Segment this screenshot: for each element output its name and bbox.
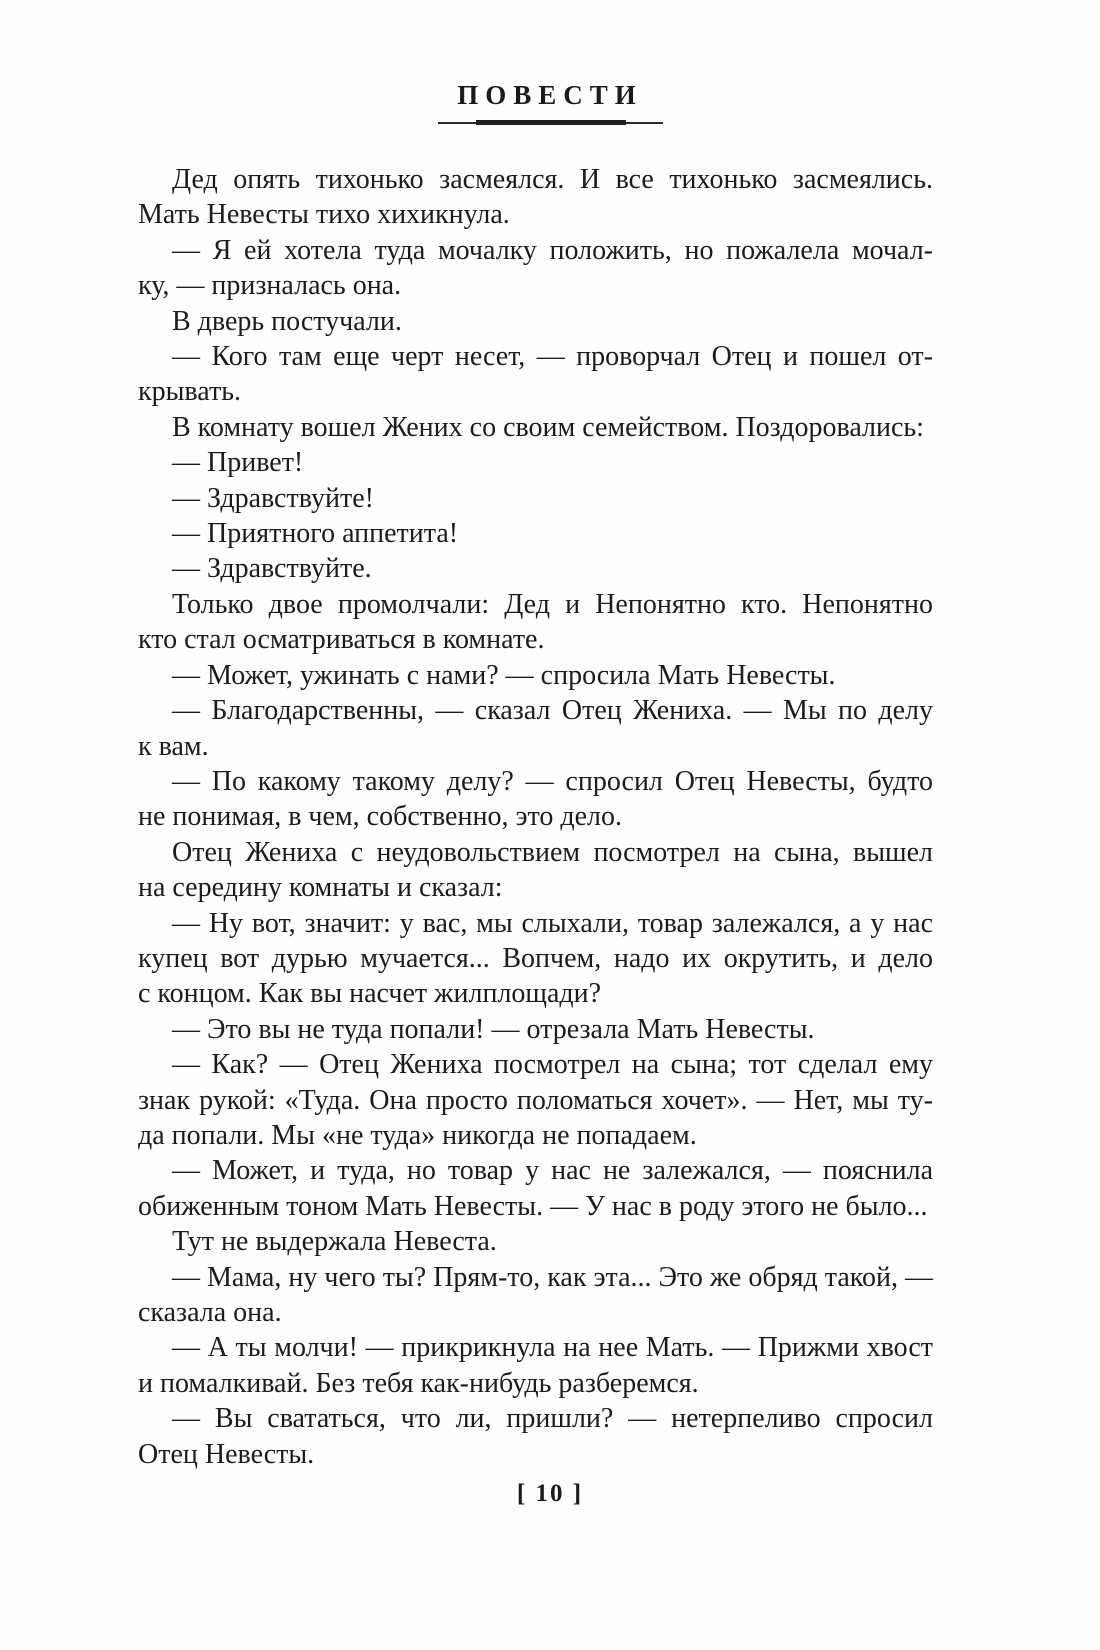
text-line: с концом. Как вы насчет жилплощади?	[138, 978, 602, 1010]
text-line: на середину комнаты и сказал:	[138, 872, 503, 904]
text-line: к вам.	[138, 730, 209, 762]
text-line: — Это вы не туда попали! — отрезала Мать Невесты.	[172, 1013, 815, 1045]
text-line: Только двое промолчали: Дед и Непонятно кто. Непонятно	[172, 588, 933, 620]
text-line: Отец Невесты.	[138, 1438, 315, 1470]
header-rule-thick-line	[476, 120, 626, 125]
text-line: — Кого там еще черт несет, — проворчал Отец и пошел от-	[172, 341, 933, 373]
text-body	[138, 162, 933, 1472]
text-line: — Может, ужинать с нами? — спросила Мать Невесты.	[172, 659, 836, 691]
text-line: крывать.	[138, 376, 241, 408]
text-line: — Может, и туда, но товар у нас не залежался, — пояснила	[172, 1155, 933, 1187]
text-line: кто стал осматриваться в комнате.	[138, 624, 545, 656]
text-line: Отец Жениха с неудовольствием посмотрел на сына, вышел	[172, 836, 933, 868]
header-decorative-rule	[438, 120, 663, 126]
text-line: — Здравствуйте!	[172, 482, 374, 514]
text-line: — Приятного аппетита!	[172, 518, 459, 550]
text-line: не понимая, в чем, собственно, это дело.	[138, 801, 622, 833]
text-line: обиженным тоном Мать Невесты. — У нас в роду этого не было...	[138, 1190, 928, 1222]
text-line: — Я ей хотела туда мочалку положить, но пожалела мочал-	[172, 234, 933, 266]
running-head-title: ПОВЕСТИ	[457, 80, 643, 110]
text-line: В комнату вошел Жених со своим семейством. Поздоровались:	[172, 411, 924, 443]
text-line: знак рукой: «Туда. Она просто поломаться хочет». — Нет, мы ту-	[138, 1084, 933, 1116]
text-line: — Привет!	[172, 447, 304, 479]
page-header	[0, 80, 1100, 126]
text-line: — Мама, ну чего ты? Прям-то, как эта... Это же обряд такой, —	[172, 1261, 933, 1293]
text-line: сказала она.	[138, 1297, 282, 1328]
text-line: — Благодарственны, — сказал Отец Жениха. — Мы по делу	[172, 695, 933, 727]
text-line: — Вы свататься, что ли, пришли? — нетерпеливо спросил	[172, 1403, 933, 1435]
text-line: — Как? — Отец Жениха посмотрел на сына; тот сделал ему	[172, 1049, 933, 1081]
text-line: Мать Невесты тихо хихикнула.	[138, 199, 510, 231]
text-line: да попали. Мы «не туда» никогда не попадаем.	[138, 1119, 697, 1151]
text-line: Дед опять тихонько засмеялся. И все тихонько засмеялись.	[172, 164, 933, 195]
text-line: — Здравствуйте.	[172, 553, 372, 585]
text-line: В дверь постучали.	[172, 305, 402, 337]
page-footer	[0, 1480, 1100, 1508]
text-line: — Ну вот, значит: у вас, мы слыхали, товар залежался, а у нас	[172, 907, 933, 939]
page-number: [ 10 ]	[516, 1480, 584, 1507]
text-line: купец вот дурью мучается... Вопчем, надо их окрутить, и дело	[138, 942, 933, 974]
text-line: и помалкивай. Без тебя как-нибудь разберемся.	[138, 1367, 699, 1399]
text-line: — По какому такому делу? — спросил Отец Невесты, будто	[172, 765, 933, 797]
text-line: ку, — призналась она.	[138, 270, 402, 302]
text-line: — А ты молчи! — прикрикнула на нее Мать. — Прижми хвост	[172, 1332, 933, 1364]
text-line: Тут не выдержала Невеста.	[172, 1226, 497, 1258]
